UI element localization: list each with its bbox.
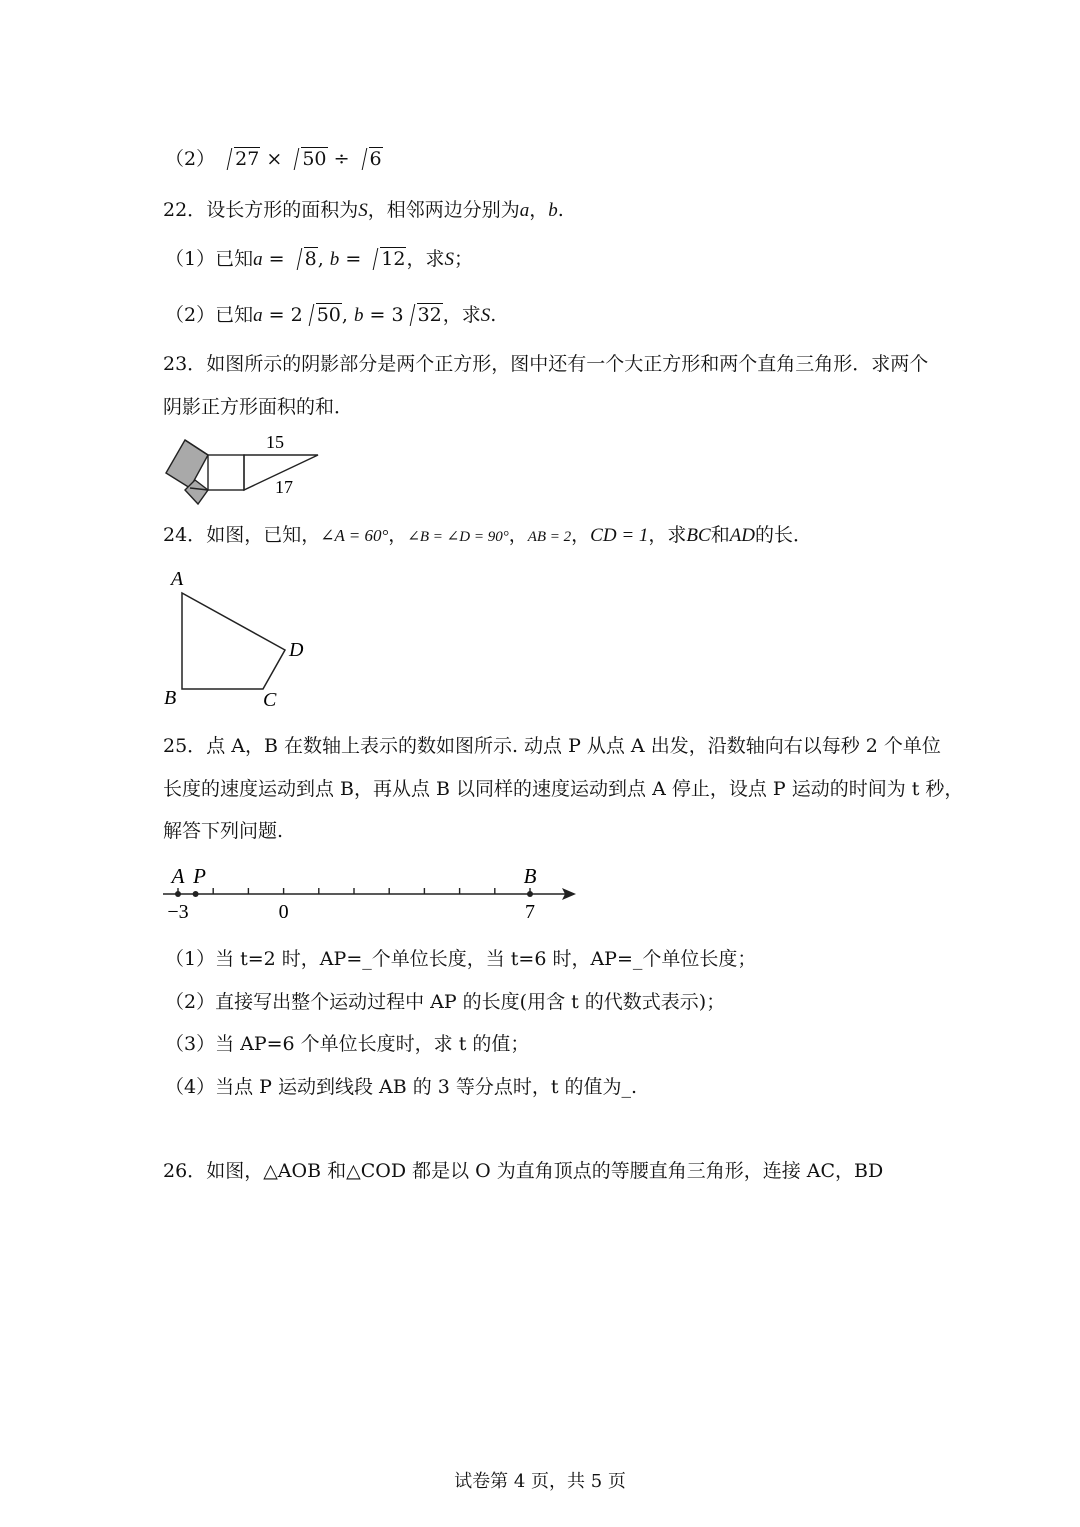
sqrt-6: 6 [356, 150, 383, 169]
tick-label-minus3: −3 [167, 901, 189, 923]
q25-line3: 解答下列问题. [163, 820, 284, 842]
q25-line2: 长度的速度运动到点 B，再从点 B 以同样的速度运动到点 A 停止，设点 P 运动的时间为 t 秒， [163, 778, 964, 800]
q22-part1: （1）已知a = 8, b = 12，求S； [165, 248, 473, 270]
q22-part2: （2）已知a = 2 50, b = 3 32，求S. [165, 304, 497, 326]
q25-part1: （1）当 t=2 时，AP=_个单位长度，当 t=6 时，AP=_个单位长度； [165, 948, 757, 970]
q25-line1: 25．点 A，B 在数轴上表示的数如图所示. 动点 P 从点 A 出发，沿数轴向右以每秒 2 个单位 [163, 735, 941, 757]
q24-stem: 24．如图，已知，∠A = 60°，∠B = ∠D = 90°，AB = 2，CD = 1，求BC和AD的长． [163, 524, 813, 546]
point-A-dot [175, 891, 181, 897]
label-15: 15 [266, 432, 284, 452]
q25-part3: （3）当 AP=6 个单位长度时，求 t 的值； [165, 1033, 530, 1055]
point-B-dot [527, 891, 533, 897]
sqrt-50: 50 [288, 150, 327, 169]
label-point-A: A [171, 864, 185, 888]
label-point-P: P [193, 864, 207, 888]
page-footer: 试卷第 4 页，共 5 页 [454, 1471, 626, 1492]
shaded-square-large [166, 440, 208, 488]
label-C: C [263, 689, 277, 711]
q23-line2: 阴影正方形面积的和． [163, 396, 354, 418]
label-17: 17 [275, 477, 293, 497]
q24-figure [160, 565, 320, 715]
point-P-dot [193, 891, 199, 897]
tick-label-0: 0 [278, 901, 289, 923]
q23-line1: 23．如图所示的阴影部分是两个正方形，图中还有一个大正方形和两个直角三角形．求两个 [163, 353, 929, 375]
tick-label-7: 7 [525, 901, 535, 923]
label-D: D [289, 639, 304, 661]
q25-part2: （2）直接写出整个运动过程中 AP 的长度(用含 t 的代数式表示)； [165, 991, 726, 1013]
q21-part2: （2） 27 × 50 ÷ 6 [165, 148, 382, 170]
q25-number-line [160, 860, 590, 930]
q22-stem: 22．设长方形的面积为S，相邻两边分别为a，b. [163, 199, 564, 221]
q23-figure [160, 428, 330, 512]
q25-part4: （4）当点 P 运动到线段 AB 的 3 等分点时，t 的值为_. [165, 1076, 638, 1098]
sqrt-27: 27 [221, 150, 260, 169]
quadrilateral-abcd [182, 593, 285, 689]
big-square [208, 455, 244, 490]
label-point-B: B [523, 864, 537, 888]
label-A: A [171, 568, 184, 590]
label-B: B [164, 687, 177, 709]
q26-stem: 26．如图，△AOB 和△COD 都是以 O 为直角顶点的等腰直角三角形，连接 AC，BD [163, 1160, 884, 1182]
